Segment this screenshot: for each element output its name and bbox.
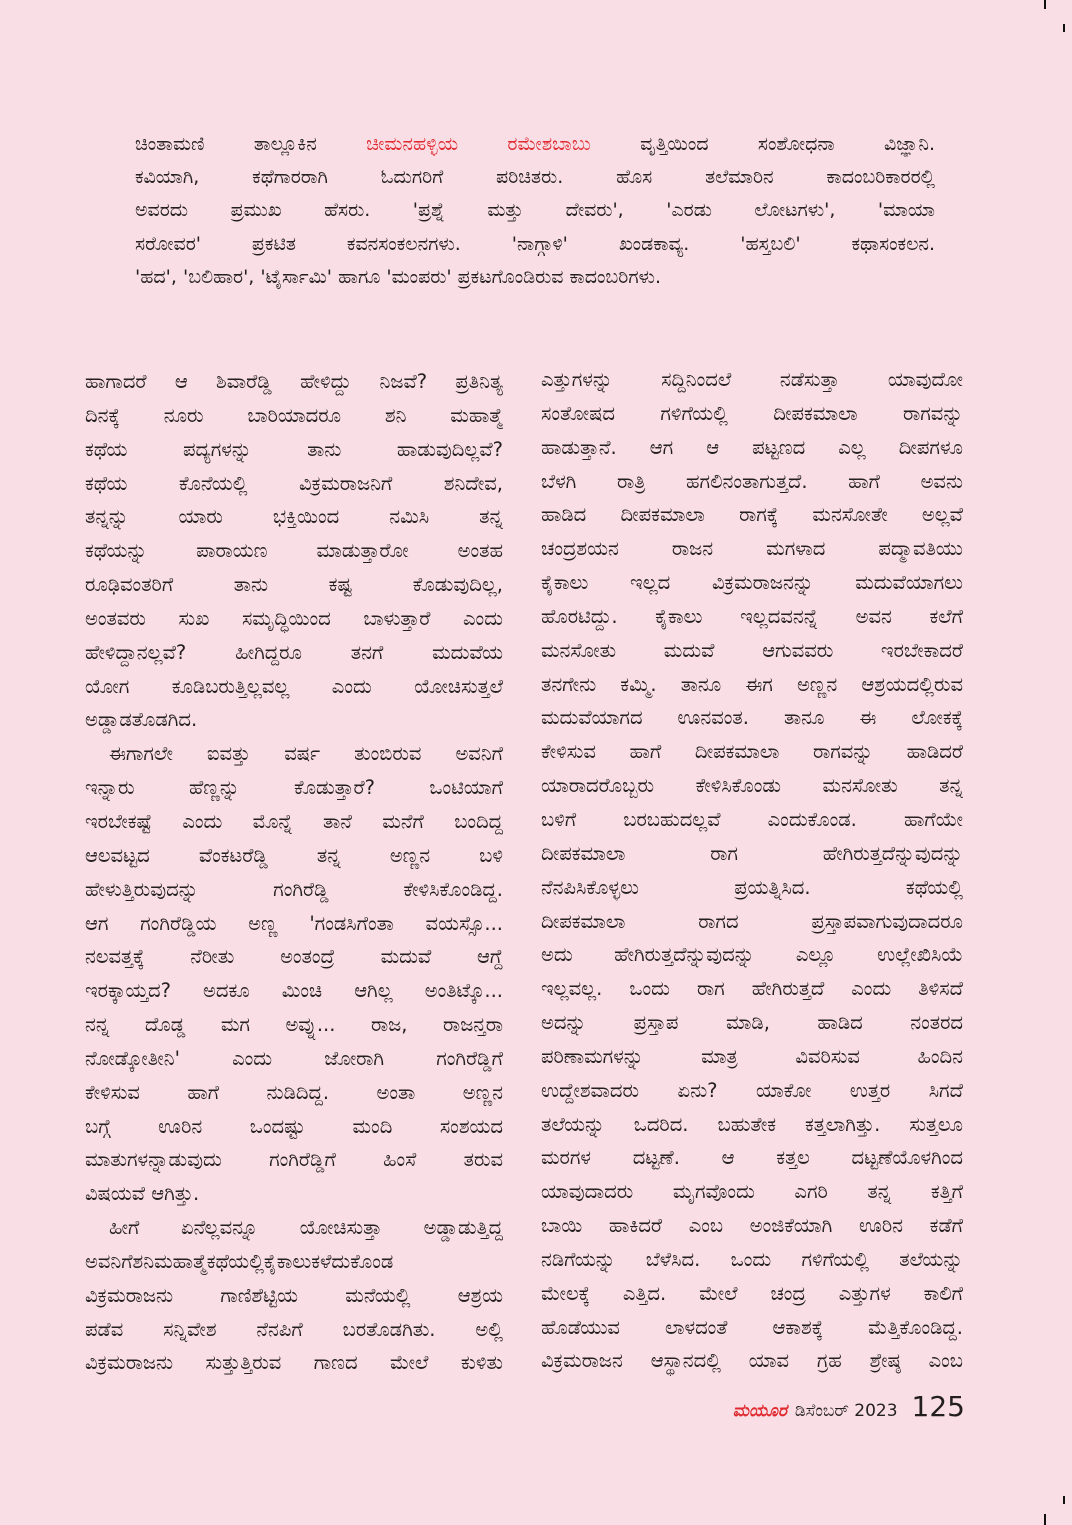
bio-line-start: ಚಿಂತಾಮಣಿ ತಾಲ್ಲೂಕಿನ — [135, 133, 317, 155]
text-line: ಹೊಡೆಯುವ ಲಾಳದಂತೆ ಆಕಾಶಕ್ಕೆ ಮೆತ್ತಿಕೊಂಡಿದ್ದ. — [541, 1315, 963, 1339]
text-line: ಹಾಡುತ್ತಾನೆ. ಆಗ ಆ ಪಟ್ಟಣದ ಎಲ್ಲ ದೀಪಗಳೂ — [541, 435, 963, 459]
text-line: ನೆನಪಿಸಿಕೊಳ್ಳಲು ಪ್ರಯತ್ನಿಸಿದ. ಕಥೆಯಲ್ಲಿ — [541, 875, 963, 899]
text-line: ಬಾಯಿ ಹಾಕಿದರೆ ಎಂಬ ಅಂಜಿಕೆಯಾಗಿ ಊರಿನ ಕಡೆಗೆ — [541, 1214, 963, 1238]
text-line: ಚಂದ್ರಶಯನ ರಾಜನ ಮಗಳಾದ ಪದ್ಮಾವತಿಯು — [541, 537, 963, 561]
text-line: ಮದುವೆಯಾಗದ ಊನವಂತ. ತಾನೂ ಈ ಲೋಕಕ್ಕೆ — [541, 706, 963, 730]
issue-date: ಡಿಸೆಂಬರ್ 2023 — [794, 1401, 898, 1421]
text-line: ಯೋಗ ಕೂಡಿಬರುತ್ತಿಲ್ಲವಲ್ಲ ಎಂದು ಯೋಚಿಸುತ್ತಲೆ — [85, 674, 503, 698]
text-line: ವಿಷಯವೆ ಆಗಿತ್ತು. — [85, 1182, 200, 1206]
text-line: ಇನ್ನಾರು ಹೆಣ್ಣನ್ನು ಕೊಡುತ್ತಾರೆ? ಒಂಟಿಯಾಗೆ — [85, 776, 503, 800]
text-line: ತನಗೇನು ಕಮ್ಮಿ. ತಾನೂ ಈಗ ಅಣ್ಣನ ಆಶ್ರಯದಲ್ಲಿರುವ — [541, 672, 963, 696]
text-line: ಹಾಡಿದ ದೀಪಕಮಾಲಾ ರಾಗಕ್ಕೆ ಮನಸೋತೇ ಅಲ್ಲವೆ — [541, 503, 963, 527]
text-line: ದೀಪಕಮಾಲಾ ರಾಗ ಹೇಗಿರುತ್ತದೆನ್ನುವುದನ್ನು — [541, 841, 963, 865]
text-line: ಯಾವುದಾದರು ಮೃಗವೊಂದು ಎಗರಿ ತನ್ನ ಕತ್ತಿಗೆ — [541, 1180, 963, 1204]
text-line: ತನ್ನನ್ನು ಯಾರು ಭಕ್ತಿಯಿಂದ ನಮಿಸಿ ತನ್ನ — [85, 505, 503, 529]
text-line: ಇರಕ್ಕಾಯ್ತದ? ಅದಕೂ ಮಿಂಚಿ ಆಗಿಲ್ಲ ಅಂತಿಟ್ಕೊ... — [85, 979, 503, 1003]
text-line: ತಲೆಯನ್ನು ಒದರಿದ. ಬಹುತೇಕ ಕತ್ತಲಾಗಿತ್ತು. ಸುತ್ತಲೂ — [541, 1112, 963, 1136]
text-line: ಕಥೆಯನ್ನು ಪಾರಾಯಣ ಮಾಡುತ್ತಾರೋ ಅಂತಹ — [85, 539, 503, 563]
text-line: ಹಾಗಾದರೆ ಆ ಶಿವಾರೆಡ್ಡಿ ಹೇಳಿದ್ದು ನಿಜವೆ? ಪ್ರತಿನಿತ್ಯ — [85, 370, 503, 393]
text-line: ಈಗಾಗಲೇ ಐವತ್ತು ವರ್ಷ ತುಂಬಿರುವ ಅವನಿಗೆ — [109, 742, 503, 766]
bio-line: ಕವಿಯಾಗಿ, ಕಥೆಗಾರರಾಗಿ ಓದುಗರಿಗೆ ಪರಿಚಿತರು. ಹೊಸ ತಲೆಮಾರಿನ ಕಾದಂಬರಿಕಾರರಲ್ಲಿ — [135, 166, 935, 189]
text-line: ಅವನಿಗೆಶನಿಮಹಾತ್ಮೆಕಥೆಯಲ್ಲಿಕೈಕಾಲುಕಳೆದುಕೊಂಡ — [85, 1249, 394, 1273]
paragraph — [85, 737, 503, 1211]
text-line: ನನ್ನ ದೊಡ್ಡ ಮಗ ಅವ್ನು... ರಾಜ, ರಾಜನ್ತರಾ — [85, 1013, 503, 1037]
crop-mark — [1044, 1514, 1046, 1525]
paragraph — [85, 365, 503, 737]
bio-line-end: ವೃತ್ತಿಯಿಂದ ಸಂಶೋಧನಾ ವಿಜ್ಞಾನಿ. — [640, 133, 935, 155]
right-column — [541, 363, 963, 1378]
text-line: ಪಡೆವ ಸನ್ನಿವೇಶ ನೆನಪಿಗೆ ಬರತೊಡಗಿತು. ಅಲ್ಲಿ — [85, 1317, 503, 1341]
text-line: ಮೇಲಕ್ಕೆ ಎತ್ತಿದ. ಮೇಲೆ ಚಂದ್ರ ಎತ್ತುಗಳ ಕಾಲಿಗೆ — [541, 1281, 963, 1305]
text-line: ನಲವತ್ತಕ್ಕೆ ನೆರೀತು ಅಂತಂದ್ರೆ ಮದುವೆ ಆಗ್ದೆ — [85, 945, 503, 969]
text-line: ಹೇಳುತ್ತಿರುವುದನ್ನು ಗಂಗಿರೆಡ್ಡಿ ಕೇಳಿಸಿಕೊಂಡಿದ್ದ. — [85, 877, 503, 901]
page-number: 125 — [911, 1390, 965, 1423]
text-line: ಅದು ಹೇಗಿರುತ್ತದೆನ್ನುವುದನ್ನು ಎಲ್ಲೂ ಉಲ್ಲೇಖಿಸಿಯೆ — [541, 943, 963, 967]
text-line: ನಡಿಗೆಯನ್ನು ಬೆಳೆಸಿದ. ಒಂದು ಗಳಿಗೆಯಲ್ಲಿ ತಲೆಯನ್ನು — [541, 1247, 963, 1271]
text-line: ಇರಬೇಕಷ್ಟೆ ಎಂದು ಮೊನ್ನೆ ತಾನೆ ಮನೆಗೆ ಬಂದಿದ್ದ — [85, 809, 503, 833]
text-line: ಮರಗಳ ದಟ್ಟಣೆ. ಆ ಕತ್ತಲ ದಟ್ಟಣೆಯೊಳಗಿಂದ — [541, 1146, 963, 1170]
author-bio — [135, 128, 935, 294]
paragraph — [85, 1211, 503, 1380]
text-line: ಕಥೆಯ ಪದ್ಯಗಳನ್ನು ತಾನು ಹಾಡುವುದಿಲ್ಲವೆ? — [85, 437, 503, 461]
text-line: ಆಲವಟ್ಟದ ವೆಂಕಟರೆಡ್ಡಿ ತನ್ನ ಅಣ್ಣನ ಬಳಿ — [85, 843, 503, 867]
author-name: ಚೀಮನಹಳ್ಳಿಯ ರಮೇಶಬಾಬು — [366, 133, 591, 155]
text-line: ಅಡ್ಡಾಡತೊಡಗಿದ. — [85, 708, 198, 732]
text-line: ಬಗ್ಗೆ ಊರಿನ ಒಂದಷ್ಟು ಮಂದಿ ಸಂಶಯದ — [85, 1114, 503, 1138]
text-line: ಸಂತೋಷದ ಗಳಿಗೆಯಲ್ಲಿ ದೀಪಕಮಾಲಾ ರಾಗವನ್ನು — [541, 401, 963, 425]
text-line: ಯಾರಾದರೊಬ್ಬರು ಕೇಳಿಸಿಕೊಂಡು ಮನಸೋತು ತನ್ನ — [541, 774, 963, 798]
text-line: ವಿಕ್ರಮರಾಜನು ಸುತ್ತುತ್ತಿರುವ ಗಾಣದ ಮೇಲೆ ಕುಳಿತು — [85, 1351, 503, 1375]
text-line: ಹೀಗೆ ಏನೆಲ್ಲವನ್ನೂ ಯೋಚಿಸುತ್ತಾ ಅಡ್ಡಾಡುತ್ತಿದ್ದ — [109, 1216, 503, 1240]
text-line: ಕಥೆಯ ಕೊನೆಯಲ್ಲಿ ವಿಕ್ರಮರಾಜನಿಗೆ ಶನಿದೇವ, — [85, 471, 503, 495]
crop-mark — [1063, 1496, 1065, 1504]
text-line: ಎತ್ತುಗಳನ್ನು ಸದ್ದಿನಿಂದಲೆ ನಡೆಸುತ್ತಾ ಯಾವುದೋ — [541, 368, 963, 391]
text-line: ಅಂತವರು ಸುಖ ಸಮೃದ್ಧಿಯಿಂದ ಬಾಳುತ್ತಾರೆ ಎಂದು — [85, 606, 503, 630]
text-line: ಬೆಳಗಿ ರಾತ್ರಿ ಹಗಲಿನಂತಾಗುತ್ತದೆ. ಹಾಗೆ ಅವನು — [541, 469, 963, 493]
text-line: ಹೊರಟಿದ್ದು. ಕೈಕಾಲು ಇಲ್ಲದವನನ್ನೆ ಅವನ ಕಲೆಗೆ — [541, 604, 963, 628]
text-line: ಮಾತುಗಳನ್ನಾಡುವುದು ಗಂಗಿರೆಡ್ಡಿಗೆ ಹಿಂಸೆ ತರುವ — [85, 1148, 503, 1172]
text-line: ಆಗ ಗಂಗಿರೆಡ್ಡಿಯ ಅಣ್ಣ 'ಗಂಡಸಿಗೆಂತಾ ವಯಸ್ಸೊ... — [85, 911, 503, 935]
text-line: ದಿನಕ್ಕೆ ನೂರು ಬಾರಿಯಾದರೂ ಶನಿ ಮಹಾತ್ಮೆ — [85, 403, 503, 427]
text-line: ಇಲ್ಲವಲ್ಲ. ಒಂದು ರಾಗ ಹೇಗಿರುತ್ತದೆ ಎಂದು ತಿಳಿಸದೆ — [541, 977, 963, 1001]
text-line: ಕೇಳಿಸುವ ಹಾಗೆ ನುಡಿದಿದ್ದ. ಅಂತಾ ಅಣ್ಣನ — [85, 1080, 503, 1104]
text-line: ರೂಢಿವಂತರಿಗೆ ತಾನು ಕಷ್ಟ ಕೊಡುವುದಿಲ್ಲ, — [85, 573, 503, 597]
text-line: ಬಳಿಗೆ ಬರಬಹುದಲ್ಲವೆ ಎಂದುಕೊಂಡ. ಹಾಗೆಯೇ — [541, 807, 963, 831]
crop-mark — [1063, 24, 1065, 32]
bio-line: ಸರೋವರ' ಪ್ರಕಟಿತ ಕವನಸಂಕಲನಗಳು. 'ನಾಗ್ಗಾಳಿ' ಖಂಡಕಾವ್ಯ. 'ಹಸ್ತಬಲಿ' ಕಥಾಸಂಕಲನ. — [135, 232, 935, 255]
text-line: ಅದನ್ನು ಪ್ರಸ್ತಾಪ ಮಾಡಿ, ಹಾಡಿದ ನಂತರದ — [541, 1011, 963, 1035]
text-line: ಕೈಕಾಲು ಇಲ್ಲದ ವಿಕ್ರಮರಾಜನನ್ನು ಮದುವೆಯಾಗಲು — [541, 571, 963, 595]
text-line: ವಿಕ್ರಮರಾಜನ ಆಸ್ಥಾನದಲ್ಲಿ ಯಾವ ಗ್ರಹ ಶ್ರೇಷ್ಠ ಎಂಬ — [541, 1349, 963, 1373]
left-column — [85, 365, 503, 1380]
bio-line: ಅವರದು ಪ್ರಮುಖ ಹೆಸರು. 'ಪ್ರಶ್ನೆ ಮತ್ತು ದೇವರು', 'ಎರಡು ಲೋಟಗಳು', 'ಮಾಯಾ — [135, 199, 935, 222]
text-line: ನೋಡ್ಕೋತೀನಿ' ಎಂದು ಜೋರಾಗಿ ಗಂಗಿರೆಡ್ಡಿಗೆ — [85, 1046, 503, 1070]
text-line: ಪರಿಣಾಮಗಳನ್ನು ಮಾತ್ರ ವಿವರಿಸುವ ಹಿಂದಿನ — [541, 1044, 963, 1068]
magazine-logo: ಮಯೂರ — [732, 1401, 787, 1421]
crop-mark — [1044, 0, 1046, 9]
bio-line: 'ಹದ', 'ಬಲಿಹಾರ', 'ಟೈರ್ಸಾಮಿ' ಹಾಗೂ 'ಮಂಪರು' ಪ್ರಕಟಗೊಂಡಿರುವ ಕಾದಂಬರಿಗಳು. — [135, 265, 661, 288]
text-line: ವಿಕ್ರಮರಾಜನು ಗಾಣಿಶೆಟ್ಟಿಯ ಮನೆಯಲ್ಲಿ ಆಶ್ರಯ — [85, 1283, 503, 1307]
text-line: ಹೇಳಿದ್ದಾನಲ್ಲವೆ? ಹೀಗಿದ್ದರೂ ತನಗೆ ಮದುವೆಯ — [85, 640, 503, 664]
text-line: ಕೇಳಿಸುವ ಹಾಗೆ ದೀಪಕಮಾಲಾ ರಾಗವನ್ನು ಹಾಡಿದರೆ — [541, 740, 963, 764]
text-line: ಮನಸೋತು ಮದುವೆ ಆಗುವವರು ಇರಬೇಕಾದರೆ — [541, 638, 963, 662]
page-footer — [700, 1390, 965, 1430]
text-line: ಉದ್ದೇಶವಾದರು ಏನು? ಯಾಕೋ ಉತ್ತರ ಸಿಗದೆ — [541, 1078, 963, 1102]
bio-line — [135, 128, 935, 161]
text-line: ದೀಪಕಮಾಲಾ ರಾಗದ ಪ್ರಸ್ತಾಪವಾಗುವುದಾದರೂ — [541, 909, 963, 933]
